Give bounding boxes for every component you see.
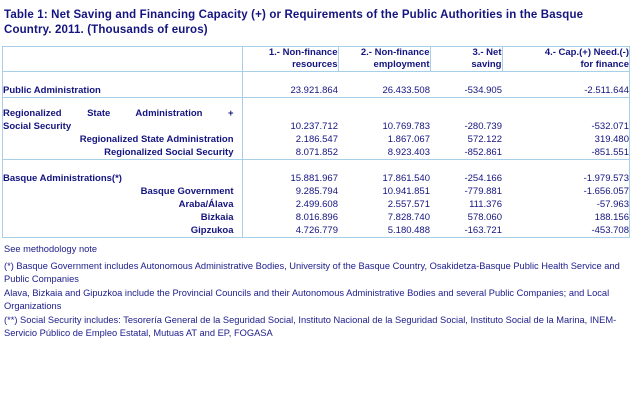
cell-value: 319.480 — [594, 133, 629, 145]
data-table — [3, 47, 629, 237]
footnotes — [2, 243, 630, 341]
column-header-capacity-need-finance — [502, 47, 629, 72]
spacer-row — [3, 98, 629, 107]
cell-value: -163.721 — [464, 225, 502, 236]
cell-value: 2.557.571 — [387, 199, 430, 210]
row-label-basque-administrations: Basque Administrations(*) — [3, 168, 242, 185]
cell-value: 188.156 — [594, 212, 629, 223]
header-line-2: employment — [373, 59, 430, 70]
row-label-public-administration: Public Administration — [3, 81, 242, 98]
header-line-1: 3.- Net — [472, 47, 502, 58]
row-label-gipzukoa: Gipzukoa — [3, 224, 242, 237]
table-row — [3, 168, 629, 185]
cell-value: -57.963 — [596, 199, 629, 210]
data-table-container — [2, 46, 630, 238]
spacer-row — [3, 159, 629, 168]
cell-value: -1.979.573 — [583, 173, 629, 184]
column-header-label — [3, 47, 242, 72]
cell-value: -852.861 — [430, 146, 502, 160]
page-title: Table 1: Net Saving and Financing Capacity (+) or Requirements of the Public Authorities in the Basque Country. 2011. (Thousands of euros) — [4, 9, 584, 36]
header-line-1: 4.- Cap.(+) Need.(-) — [544, 47, 629, 58]
header-line-2: resources — [292, 59, 338, 70]
cell-value: 2.499.608 — [295, 199, 338, 210]
header-row — [3, 47, 629, 72]
cell-value: 10.941.851 — [382, 186, 430, 197]
cell-value: -453.708 — [591, 225, 629, 236]
cell-value: 17.861.540 — [382, 173, 430, 184]
cell-value: -1.656.057 — [583, 186, 629, 197]
row-label-line-2: Social Security — [3, 120, 72, 132]
cell-value: 2.186.547 — [295, 133, 338, 145]
cell-value: -851.551 — [502, 146, 629, 160]
cell-value: 10.237.712 — [290, 120, 338, 132]
cell-value: 8.071.852 — [242, 146, 338, 160]
table-row — [3, 185, 629, 198]
table-header — [3, 47, 629, 72]
row-label-araba-alava: Araba/Álava — [3, 198, 242, 211]
cell-value: 23.921.864 — [242, 81, 338, 98]
cell-value: 10.769.783 — [382, 120, 430, 132]
table-body — [3, 72, 629, 238]
table-row — [3, 211, 629, 224]
cell-value: 15.881.967 — [290, 173, 338, 184]
note-basque-government-scope: (*) Basque Government includes Autonomous Administrative Bodies, University of the Basque Country, Osakidetza-Basque Public Health Service and Public Companies — [4, 260, 620, 284]
cell-value: 9.285.794 — [295, 186, 338, 197]
cell-value: 5.180.488 — [387, 225, 430, 236]
note-provincial-councils-scope: Alava, Bizkaia and Gipuzkoa include the Provincial Councils and their Autonomous Administrative Bodies and several Public Companies; and Local Organizations — [4, 287, 610, 311]
cell-value: 572.122 — [467, 133, 502, 145]
column-header-non-finance-employment — [338, 47, 430, 72]
column-header-non-finance-resources — [242, 47, 338, 72]
column-header-net-saving — [430, 47, 502, 72]
cell-value: -779.881 — [464, 186, 502, 197]
row-label-regionalized-state-administration: Regionalized State Administration — [3, 133, 242, 146]
cell-value: -532.071 — [591, 120, 629, 132]
header-line-1: 2.- Non-finance — [360, 47, 430, 58]
cell-value: -280.739 — [464, 120, 502, 132]
cell-value: 8.016.896 — [295, 212, 338, 223]
table-row — [3, 224, 629, 237]
cell-value: -254.166 — [464, 173, 502, 184]
note-methodology: See methodology note — [4, 244, 98, 254]
header-line-2: saving — [471, 59, 502, 70]
table-row — [3, 133, 629, 146]
cell-value: 8.923.403 — [338, 146, 430, 160]
cell-value: 111.376 — [469, 199, 502, 210]
row-label-regionalized-state-admin-social-security — [3, 107, 242, 133]
cell-value: -2.511.644 — [502, 81, 629, 98]
cell-value: -534.905 — [430, 81, 502, 98]
header-line-1: 1.- Non-finance — [268, 47, 338, 58]
cell-value: 4.726.779 — [295, 225, 338, 236]
row-label-line-1: Regionalized State Administration + — [3, 107, 234, 119]
cell-value: 1.867.067 — [387, 133, 430, 145]
row-label-basque-government: Basque Government — [3, 185, 242, 198]
cell-value: 578.060 — [467, 212, 502, 223]
row-label-regionalized-social-security: Regionalized Social Security — [3, 146, 242, 160]
cell-value: 7.828.740 — [387, 212, 430, 223]
table-row — [3, 81, 629, 98]
note-social-security-scope: (**) Social Security includes: Tesorería General de la Seguridad Social, Instituto Nacional de la Seguridad Social, Instituto Social de la Marina, INEM-Servicio Público de Empleo Estatal, Mutuas AT and EP, FOGASA — [4, 314, 617, 338]
table-row — [3, 198, 629, 211]
table-row — [3, 107, 629, 133]
table-row — [3, 146, 629, 160]
header-line-2: for finance — [580, 59, 629, 70]
row-label-bizkaia: Bizkaia — [3, 211, 242, 224]
cell-value: 26.433.508 — [338, 81, 430, 98]
spacer-row — [3, 72, 629, 81]
